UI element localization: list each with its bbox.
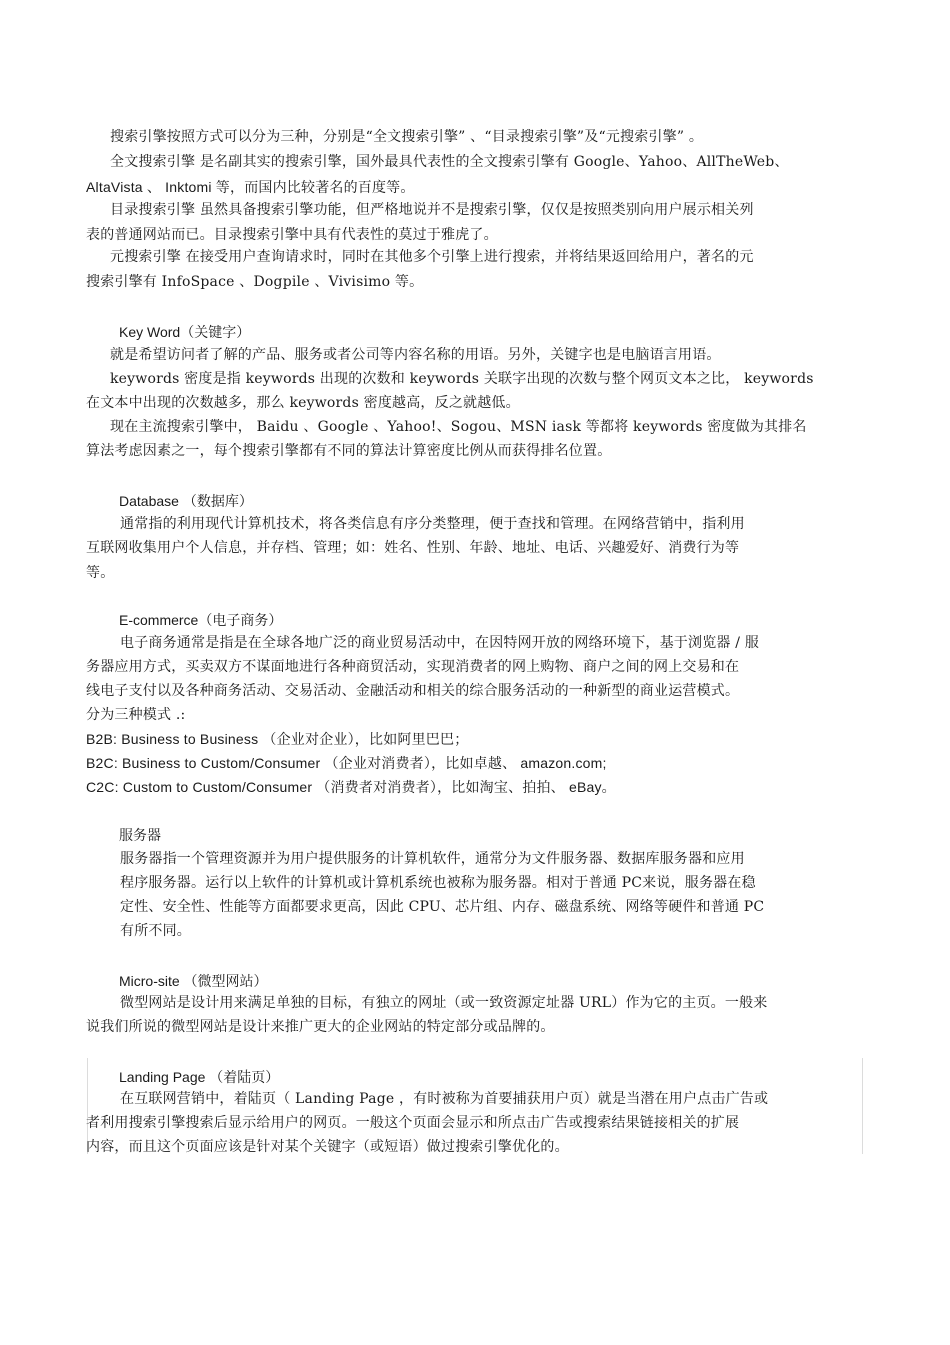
microsite-line-1: 微型网站是设计用来满足单独的目标，有独立的网址（或一致资源定址器 URL）作为它的主页。一般来 — [120, 995, 768, 1011]
keyword-line-2: keywords 密度是指 keywords 出现的次数和 keywords 关联字出现的次数与整个网页文本之比， keywords — [110, 371, 814, 387]
keyword-line-4: 现在主流搜索引擎中， Baidu 、Google 、Yahoo!、Sogou、MSN iask 等都将 keywords 密度做为其排名 — [110, 419, 807, 435]
ecommerce-mode-c2c: C2C: Custom to Custom/Consumer （消费者对消费者），比如淘宝、拍拍、 eBay。 — [86, 779, 616, 795]
ecommerce-mode-b2c: B2C: Business to Custom/Consumer （企业对消费者），比如卓越、 amazon.com; — [86, 755, 607, 771]
ecommerce-line-2: 务器应用方式，买卖双方不谋面地进行各种商贸活动，实现消费者的网上购物、商户之间的网上交易和在 — [86, 659, 740, 675]
keyword-line-5: 算法考虑因素之一，每个搜索引擎都有不同的算法计算密度比例从而获得排名位置。 — [86, 443, 612, 459]
database-line-3: 等。 — [86, 565, 115, 581]
intro-line-7: 搜索引擎有 InfoSpace 、Dogpile 、Vivisimo 等。 — [86, 274, 424, 290]
microsite-heading: Micro-site （微型网站） — [119, 973, 268, 989]
keyword-heading: Key Word（关键字） — [119, 324, 251, 340]
server-heading: 服务器 — [119, 828, 161, 844]
landing-line-2: 者利用搜索引擎搜索后显示给用户的网页。一般这个页面会显示和所点击广告或搜索结果链接相关的扩展 — [86, 1115, 740, 1131]
database-line-1: 通常指的利用现代计算机技术，将各类信息有序分类整理，便于查找和管理。在网络营销中，指利用 — [120, 516, 745, 532]
intro-line-5: 表的普通网站而已。目录搜索引擎中具有代表性的莫过于雅虎了。 — [86, 227, 498, 243]
database-heading: Database （数据库） — [119, 493, 253, 509]
server-line-1: 服务器指一个管理资源并为用户提供服务的计算机软件，通常分为文件服务器、数据库服务器和应用 — [120, 851, 745, 867]
server-line-3: 定性、安全性、性能等方面都要求更高，因此 CPU、芯片组、内存、磁盘系统、网络等硬件和普通 PC — [120, 899, 765, 915]
intro-line-1: 搜索引擎按照方式可以分为三种，分别是“全文搜索引擎” 、“目录搜索引擎”及“元搜索引擎” 。 — [110, 129, 704, 145]
landing-heading: Landing Page （着陆页） — [119, 1069, 280, 1085]
microsite-line-2: 说我们所说的微型网站是设计来推广更大的企业网站的特定部分或品牌的。 — [86, 1019, 555, 1035]
server-line-2: 程序服务器。运行以上软件的计算机或计算机系统也被称为服务器。相对于普通 PC来说，服务器在稳 — [120, 875, 756, 891]
intro-line-2: 全文搜索引擎 是名副其实的搜索引擎，国外最具代表性的全文搜索引擎有 Google、Yahoo、AllTheWeb、 — [110, 154, 789, 170]
ecommerce-line-1: 电子商务通常是指是在全球各地广泛的商业贸易活动中，在因特网开放的网络环境下，基于浏览器 / 服 — [120, 635, 760, 651]
server-line-4: 有所不同。 — [120, 923, 191, 939]
intro-line-3: AltaVista 、 Inktomi 等，而国内比较著名的百度等。 — [86, 179, 415, 195]
ecommerce-line-4: 分为三种模式 .: — [86, 707, 186, 723]
ecommerce-mode-b2b: B2B: Business to Business （企业对企业），比如阿里巴巴； — [86, 731, 469, 747]
landing-line-1: 在互联网营销中，着陆页（ Landing Page ，有时被称为首要捕获用户页）就是当潜在用户点击广告或 — [120, 1091, 769, 1107]
intro-line-6: 元搜索引擎 在接受用户查询请求时，同时在其他多个引擎上进行搜索，并将结果返回给用户，著名的元 — [110, 249, 754, 265]
keyword-line-3: 在文本中出现的次数越多，那么 keywords 密度越高，反之就越低。 — [86, 395, 520, 411]
ecommerce-heading: E-commerce（电子商务） — [119, 612, 283, 628]
intro-line-4: 目录搜索引擎 虽然具备搜索引擎功能，但严格地说并不是搜索引擎，仅仅是按照类别向用户展示相关列 — [110, 202, 754, 218]
database-line-2: 互联网收集用户个人信息，并存档、管理；如：姓名、性别、年龄、地址、电话、兴趣爱好、消费行为等 — [86, 540, 740, 556]
keyword-line-1: 就是希望访问者了解的产品、服务或者公司等内容名称的用语。另外，关键字也是电脑语言用语。 — [110, 347, 721, 363]
landing-line-3: 内容，而且这个页面应该是针对某个关键字（或短语）做过搜索引擎优化的。 — [86, 1139, 569, 1155]
ecommerce-line-3: 线电子支付以及各种商务活动、交易活动、金融活动和相关的综合服务活动的一种新型的商业运营模式。 — [86, 683, 740, 699]
